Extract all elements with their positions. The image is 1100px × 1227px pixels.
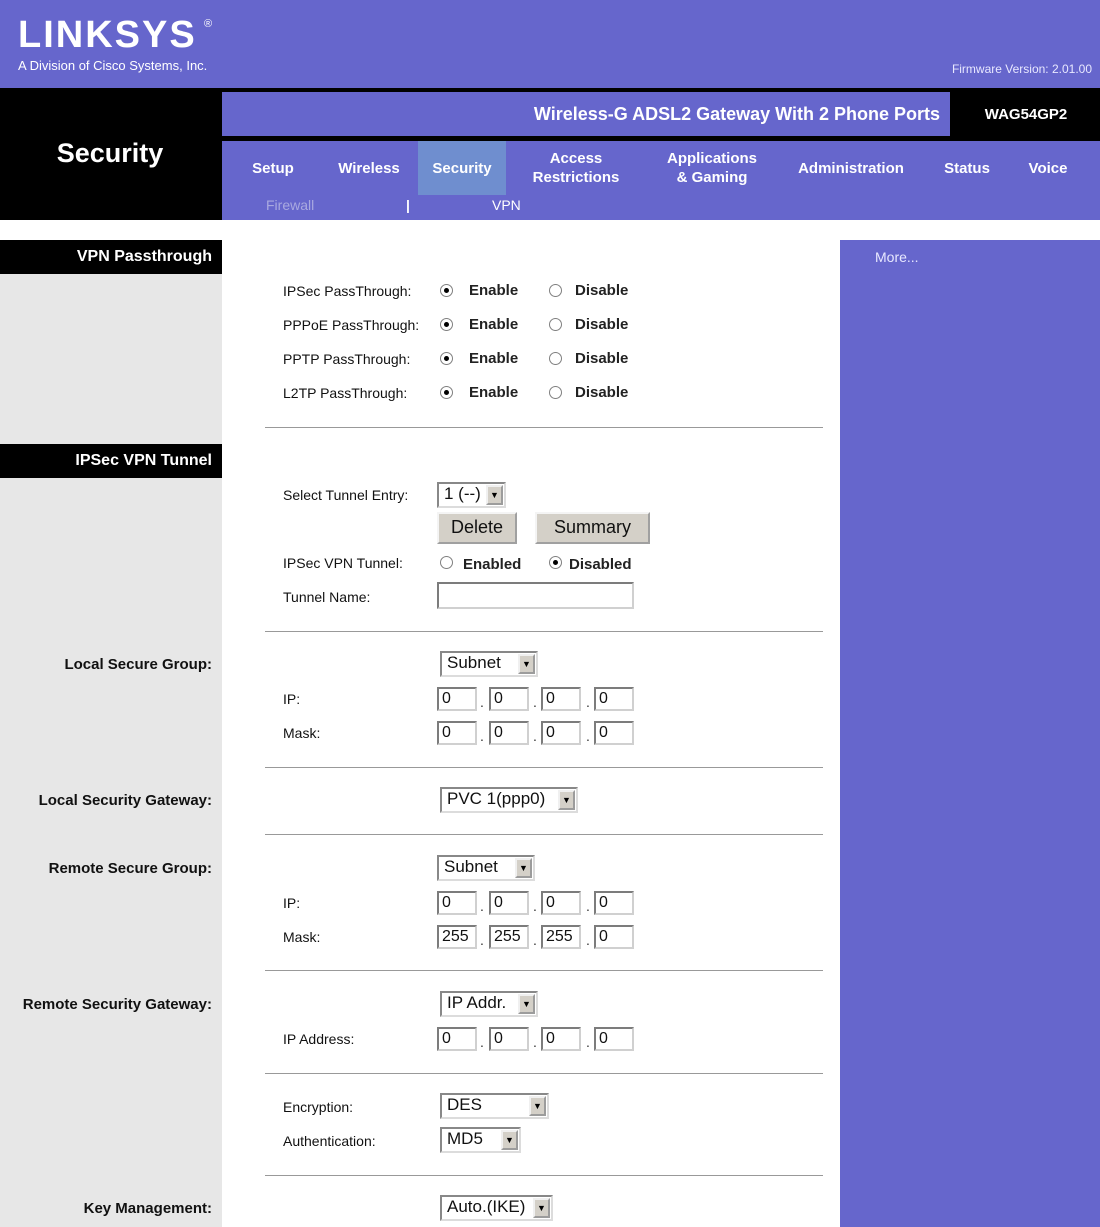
more-help-link[interactable]: More...	[875, 249, 919, 265]
ip-dot: .	[533, 932, 537, 948]
ip-dot: .	[533, 728, 537, 744]
l2tp-passthrough-label: L2TP PassThrough:	[283, 385, 408, 401]
help-panel	[840, 240, 1100, 1227]
main-tabs	[222, 141, 1100, 195]
tunnel-name-input[interactable]	[437, 582, 634, 609]
local-security-gateway-value: PVC 1(ppp0)	[447, 789, 546, 808]
registered-mark: ®	[204, 18, 213, 30]
ip-dot: .	[533, 694, 537, 710]
gateway-ip-octet-2[interactable]: 0	[489, 1027, 529, 1051]
tab-security[interactable]: Security	[418, 141, 506, 195]
chevron-down-icon: ▼	[518, 654, 535, 674]
remote-mask-octet-2[interactable]: 255	[489, 925, 529, 949]
remote-secure-group-value: Subnet	[444, 857, 498, 876]
tunnel-enabled-radio[interactable]	[440, 556, 453, 569]
remote-mask-octet-1[interactable]: 255	[437, 925, 477, 949]
local-mask-octet-4[interactable]: 0	[594, 721, 634, 745]
disable-label: Disable	[575, 384, 629, 401]
remote-ip-address-label: IP Address:	[283, 1031, 355, 1047]
encryption-select[interactable]	[440, 1093, 549, 1119]
local-mask-octet-2[interactable]: 0	[489, 721, 529, 745]
left-label-column	[0, 240, 222, 1227]
remote-security-gateway-select[interactable]	[440, 991, 538, 1017]
vpn-passthrough-heading: VPN Passthrough	[0, 240, 222, 274]
remote-mask-octet-3[interactable]: 255	[541, 925, 581, 949]
pppoe-passthrough-label: PPPoE PassThrough:	[283, 317, 420, 333]
linksys-logo: LINKSYS	[18, 14, 197, 56]
ip-dot: .	[480, 728, 484, 744]
disable-label: Disable	[575, 282, 629, 299]
remote-ip-octet-3[interactable]: 0	[541, 891, 581, 915]
chevron-down-icon: ▼	[486, 485, 503, 505]
delete-button[interactable]: Delete	[437, 512, 517, 544]
local-mask-octet-3[interactable]: 0	[541, 721, 581, 745]
ip-dot: .	[586, 1034, 590, 1050]
local-secure-group-label: Local Secure Group:	[64, 656, 212, 673]
firmware-version: Firmware Version: 2.01.00	[951, 62, 1092, 76]
ip-dot: .	[533, 898, 537, 914]
subtab-separator: |	[406, 197, 410, 213]
ip-dot: .	[533, 1034, 537, 1050]
pptp-passthrough-disable-radio[interactable]	[549, 352, 562, 365]
enable-label: Enable	[469, 316, 519, 333]
ipsec-passthrough-disable-radio[interactable]	[549, 284, 562, 297]
disable-label: Disable	[575, 350, 629, 367]
remote-security-gateway-value: IP Addr.	[447, 993, 507, 1012]
remote-mask-octet-4[interactable]: 0	[594, 925, 634, 949]
local-ip-octet-3[interactable]: 0	[541, 687, 581, 711]
tab-setup[interactable]: Setup	[252, 159, 294, 177]
key-management-label: Key Management:	[83, 1200, 212, 1217]
gateway-ip-octet-4[interactable]: 0	[594, 1027, 634, 1051]
ip-dot: .	[586, 932, 590, 948]
local-secure-group-select[interactable]	[440, 651, 538, 677]
remote-ip-label: IP:	[283, 895, 301, 911]
local-secure-group-value: Subnet	[447, 653, 501, 672]
model-name: WAG54GP2	[984, 106, 1068, 123]
tunnel-disabled-radio[interactable]	[549, 556, 562, 569]
tunnel-name-label: Tunnel Name:	[283, 589, 371, 605]
local-security-gateway-select[interactable]	[440, 787, 578, 813]
logo-subtitle: A Division of Cisco Systems, Inc.	[18, 58, 208, 73]
gateway-ip-octet-3[interactable]: 0	[541, 1027, 581, 1051]
ip-dot: .	[480, 932, 484, 948]
divider	[265, 834, 823, 835]
tab-wireless[interactable]: Wireless	[338, 159, 400, 177]
chevron-down-icon: ▼	[529, 1096, 546, 1116]
chevron-down-icon: ▼	[515, 858, 532, 878]
divider	[265, 1175, 823, 1176]
pptp-passthrough-label: PPTP PassThrough:	[283, 351, 411, 367]
remote-ip-octet-2[interactable]: 0	[489, 891, 529, 915]
enabled-label: Enabled	[463, 556, 522, 573]
divider	[265, 767, 823, 768]
encryption-value: DES	[447, 1095, 482, 1114]
local-ip-octet-2[interactable]: 0	[489, 687, 529, 711]
l2tp-passthrough-disable-radio[interactable]	[549, 386, 562, 399]
ip-dot: .	[586, 898, 590, 914]
tab-voice[interactable]: Voice	[1028, 159, 1068, 177]
subtab-vpn[interactable]: VPN	[492, 197, 521, 213]
remote-secure-group-label: Remote Secure Group:	[48, 860, 212, 877]
chevron-down-icon: ▼	[501, 1130, 518, 1150]
authentication-value: MD5	[447, 1129, 483, 1148]
ip-dot: .	[480, 898, 484, 914]
chevron-down-icon: ▼	[518, 994, 535, 1014]
disable-label: Disable	[575, 316, 629, 333]
select-tunnel-entry-label: Select Tunnel Entry:	[283, 487, 409, 503]
tunnel-entry-select[interactable]	[437, 482, 506, 508]
section-title: Security	[56, 138, 164, 168]
local-ip-label: IP:	[283, 691, 301, 707]
sub-tabs	[222, 195, 1100, 220]
pppoe-passthrough-enable-radio[interactable]	[440, 318, 453, 331]
authentication-label: Authentication:	[283, 1133, 376, 1149]
authentication-select[interactable]	[440, 1127, 521, 1153]
ipsec-passthrough-label: IPSec PassThrough:	[283, 283, 412, 299]
remote-ip-octet-1[interactable]: 0	[437, 891, 477, 915]
key-management-select[interactable]	[440, 1195, 553, 1221]
l2tp-passthrough-enable-radio[interactable]	[440, 386, 453, 399]
ip-dot: .	[480, 694, 484, 710]
divider	[265, 427, 823, 428]
tab-administration[interactable]: Administration	[798, 159, 904, 177]
subtab-firewall[interactable]: Firewall	[266, 197, 315, 213]
divider	[265, 1073, 823, 1074]
pptp-passthrough-enable-radio[interactable]	[440, 352, 453, 365]
remote-security-gateway-label: Remote Security Gateway:	[22, 996, 212, 1013]
ip-dot: .	[586, 728, 590, 744]
gateway-ip-octet-1[interactable]: 0	[437, 1027, 477, 1051]
remote-secure-group-select[interactable]	[437, 855, 535, 881]
ipsec-passthrough-enable-radio[interactable]	[440, 284, 453, 297]
local-security-gateway-label: Local Security Gateway:	[38, 792, 212, 809]
divider	[265, 631, 823, 632]
ip-dot: .	[586, 694, 590, 710]
key-management-value: Auto.(IKE)	[447, 1197, 526, 1216]
tab-applications-gaming[interactable]: Applications & Gaming	[666, 150, 757, 186]
pppoe-passthrough-disable-radio[interactable]	[549, 318, 562, 331]
chevron-down-icon: ▼	[558, 790, 575, 810]
local-mask-octet-1[interactable]: 0	[437, 721, 477, 745]
tab-status[interactable]: Status	[944, 159, 990, 177]
encryption-label: Encryption:	[283, 1099, 354, 1115]
divider	[265, 970, 823, 971]
tab-access-restrictions[interactable]: Access Restrictions	[532, 150, 620, 186]
remote-ip-octet-4[interactable]: 0	[594, 891, 634, 915]
local-ip-octet-4[interactable]: 0	[594, 687, 634, 711]
local-mask-label: Mask:	[283, 725, 321, 741]
product-name: Wireless-G ADSL2 Gateway With 2 Phone Ports	[222, 92, 950, 136]
ipsec-vpn-tunnel-heading: IPSec VPN Tunnel	[0, 444, 222, 478]
tunnel-entry-value: 1 (--)	[444, 484, 481, 503]
local-ip-octet-1[interactable]: 0	[437, 687, 477, 711]
chevron-down-icon: ▼	[533, 1198, 550, 1218]
disabled-label: Disabled	[569, 556, 632, 573]
enable-label: Enable	[469, 384, 519, 401]
enable-label: Enable	[469, 282, 519, 299]
ip-dot: .	[480, 1034, 484, 1050]
summary-button[interactable]: Summary	[535, 512, 650, 544]
ipsec-vpn-tunnel-label: IPSec VPN Tunnel:	[283, 555, 403, 571]
remote-mask-label: Mask:	[283, 929, 321, 945]
enable-label: Enable	[469, 350, 519, 367]
